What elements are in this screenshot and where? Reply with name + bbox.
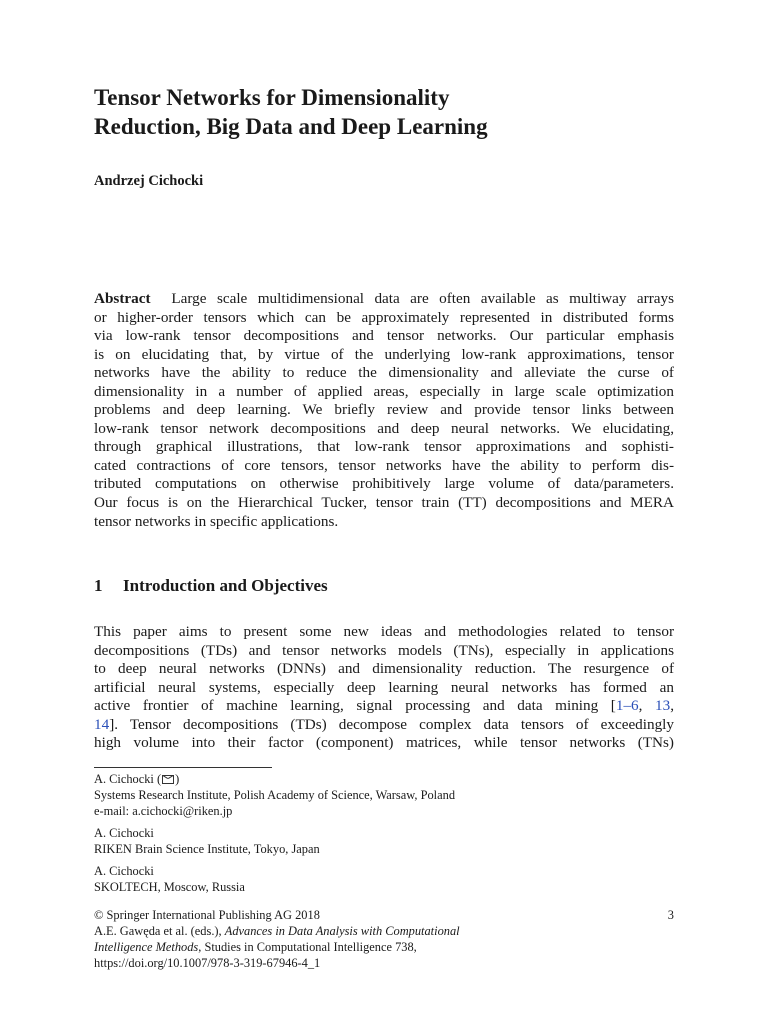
paper-title [94,83,674,141]
citation-line [94,923,674,939]
affiliation-institution: RIKEN Brain Science Institute, Tokyo, Japan [94,842,320,856]
footnotes [94,771,674,901]
section-title: Introduction and Objectives [123,576,328,595]
affiliation-3 [94,863,674,895]
intro-line [94,697,674,716]
affiliation-author-close: ) [175,772,180,786]
book-title-part-1: Advances in Data Analysis with Computational [224,924,460,938]
abstract-line: tributed computations on otherwise prohibitively large volume of data/parameters. [94,475,674,493]
citation-link[interactable]: 14 [94,715,110,733]
intro-line: to deep neural networks (DNNs) and dimensionality reduction. The resurgence of [94,660,674,678]
intro-paragraph [94,623,674,753]
intro-line: high volume into their factor (component) matrices, while tensor networks (TNs) [94,734,674,752]
abstract-line: or higher-order tensors which can be approximately represented in distributed forms [94,308,674,326]
book-title-part-2: Intelligence Methods [94,940,199,954]
abstract-line: through graphical illustrations, that low-rank tensor approximations and sophisti- [94,438,674,456]
intro-line: This paper aims to present some new ideas and methodologies related to tensor [94,623,674,640]
copyright-block [94,907,674,971]
abstract-line: dimensionality in a number of applied areas, especially in large scale optimization [94,382,674,400]
intro-line [94,716,674,735]
affiliation-2 [94,825,674,857]
section-number: 1 [94,576,103,595]
doi-link[interactable]: https://doi.org/10.1007/978-3-319-67946-4_1 [94,956,321,970]
copyright-line: © Springer International Publishing AG 2018 [94,908,320,922]
series-info: , Studies in Computational Intelligence 738, [198,940,417,954]
affiliation-institution: Systems Research Institute, Polish Academy of Science, Warsaw, Poland [94,788,456,802]
section-heading [94,576,328,596]
affiliation-1 [94,771,674,819]
affiliation-author-name: A. Cichocki ( [94,772,162,786]
affiliation-email[interactable]: e-mail: a.cichocki@riken.jp [94,804,233,818]
abstract-line: networks have the ability to reduce the dimensionality and alleviate the curse of [94,364,674,382]
abstract-label: Abstract [94,290,151,307]
abstract-line: is on elucidating that, by virtue of the underlying low-rank approximations, tensor [94,345,674,363]
abstract-line: Our focus is on the Hierarchical Tucker, tensor train (TT) decompositions and MERA [94,494,674,512]
intro-text: ]. Tensor decompositions (TDs) decompose complex data tensors of exceedingly [109,715,674,733]
abstract-line: low-rank tensor network decompositions and deep neural networks. We elucidating, [94,419,674,437]
citation-line [94,939,674,955]
affiliation-author [94,771,674,787]
abstract-line: cated contractions of core tensors, tensor networks have the ability to perform dis- [94,456,674,474]
citation-separator: , [638,697,656,715]
affiliation-institution: SKOLTECH, Moscow, Russia [94,880,245,894]
abstract-line: problems and deep learning. We briefly review and provide tensor links between [94,401,674,419]
citation-editors: A.E. Gawęda et al. (eds.), [94,924,225,938]
envelope-icon[interactable] [162,775,174,784]
citation-separator: , [670,697,675,715]
intro-line: artificial neural systems, especially deep learning neural networks has formed an [94,678,674,696]
affiliation-author: A. Cichocki [94,826,154,840]
footnote-divider [94,767,272,768]
intro-line: decompositions (TDs) and tensor networks models (TNs), especially in applications [94,641,674,659]
abstract-line [94,290,674,309]
title-line-1: Tensor Networks for Dimensionality [94,85,450,110]
affiliation-author: A. Cichocki [94,864,154,878]
page-number: 3 [667,908,674,922]
author-name: Andrzej Cichocki [94,173,204,189]
abstract [94,290,674,531]
paper-page [94,0,674,1024]
abstract-text: Large scale multidimensional data are often available as multiway arrays [171,290,675,307]
citation-link[interactable]: 13 [655,697,671,715]
abstract-line: via low-rank tensor decompositions and tensor networks. Our particular emphasis [94,327,674,345]
title-line-2: Reduction, Big Data and Deep Learning [94,114,488,139]
intro-text: active frontier of machine learning, signal processing and data mining [ [94,697,616,715]
abstract-line: tensor networks in specific applications. [94,512,339,530]
citation-link[interactable]: 1–6 [615,697,639,715]
